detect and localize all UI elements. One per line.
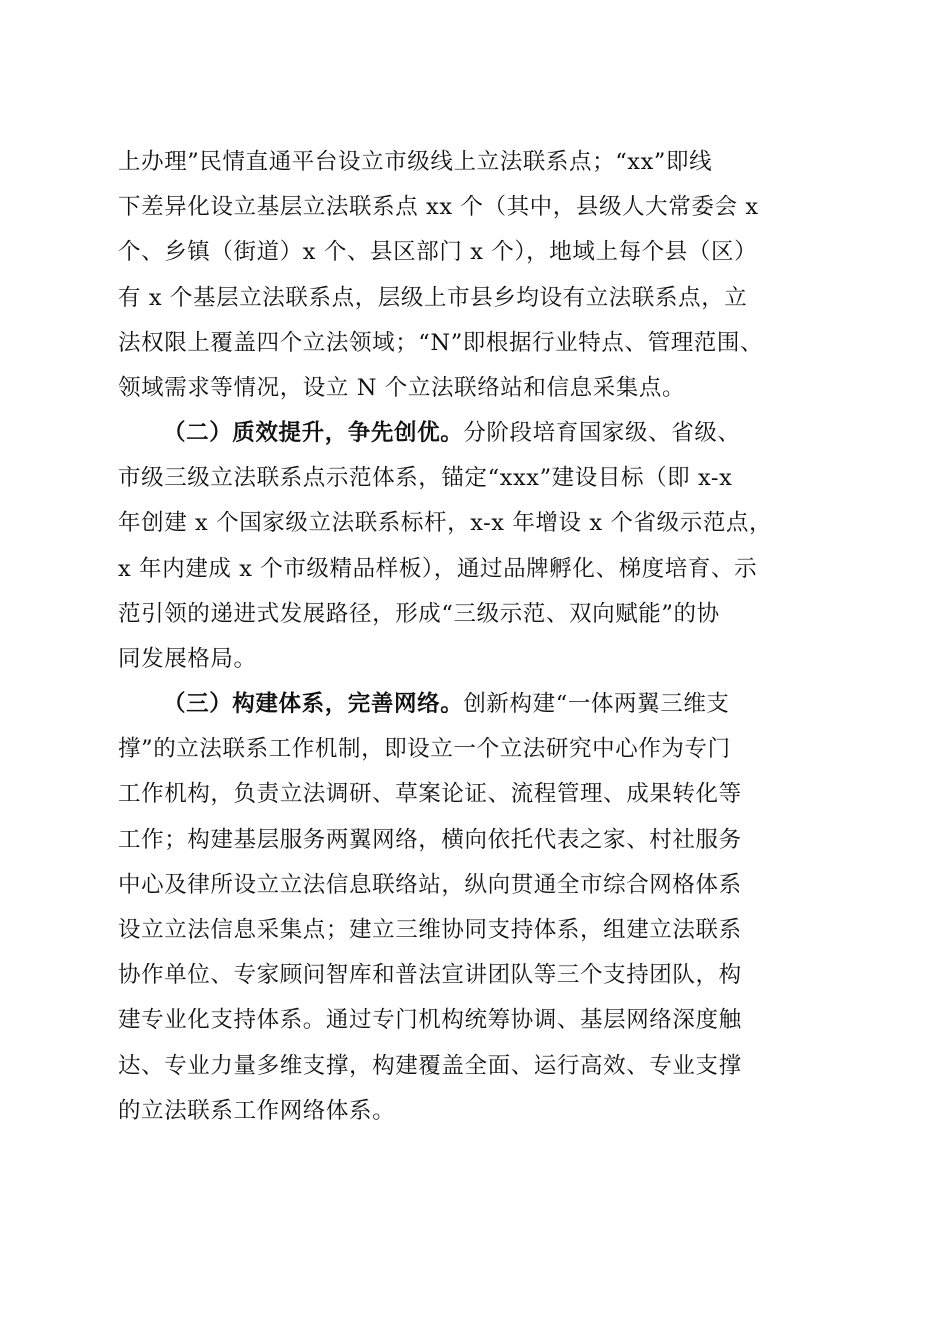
paragraph-1 (118, 140, 834, 411)
paragraph-2-line: 市级三级立法联系点示范体系，锚定“xxx”建设目标（即 x-x (118, 465, 733, 492)
paragraph-3-line: 工作机构，负责立法调研、草案论证、流程管理、成果转化等 (118, 781, 742, 808)
paragraph-1-line: 个、乡镇（街道）x 个、县区部门 x 个），地域上每个县（区） (118, 239, 758, 266)
paragraph-3-line: 撑”的立法联系工作机制，即设立一个立法研究中心作为专门 (118, 736, 731, 763)
paragraph-2-line: x 年内建成 x 个市级精品样板），通过品牌孵化、梯度培育、示 (118, 555, 758, 582)
paragraph-3-line: 协作单位、专家顾问智库和普法宣讲团队等三个支持团队，构 (118, 962, 742, 989)
paragraph-3-first-line-rest: 创新构建“一体两翼三维支 (463, 691, 730, 717)
paragraph-3-line: 中心及律所设立立法信息联络站，纵向贯通全市综合网格体系 (118, 871, 742, 898)
paragraph-3-line: 建专业化支持体系。通过专门机构统筹协调、基层网络深度触 (118, 1007, 742, 1034)
paragraph-2 (118, 411, 834, 682)
paragraph-2-line: 同发展格局。 (118, 645, 257, 672)
paragraph-3-first-line (118, 682, 834, 727)
paragraph-1-line: 法权限上覆盖四个立法领域；“N”即根据行业特点、管理范围、 (118, 329, 764, 356)
paragraph-2-first-line (118, 411, 834, 456)
paragraph-1-line: 领域需求等情况，设立 N 个立法联络站和信息采集点。 (118, 374, 686, 401)
paragraph-2-first-line-rest: 分阶段培育国家级、省级、 (463, 420, 741, 446)
paragraph-3-line: 工作；构建基层服务两翼网络，横向依托代表之家、村社服务 (118, 826, 742, 853)
paragraph-3 (118, 682, 834, 1134)
paragraph-3-line: 设立立法信息采集点；建立三维协同支持体系，组建立法联系 (118, 916, 742, 943)
paragraph-2-line: 范引领的递进式发展路径，形成“三级示范、双向赋能”的协 (118, 600, 720, 627)
paragraph-1-line: 有 x 个基层立法联系点，层级上市县乡均设有立法联系点，立 (118, 284, 748, 311)
paragraph-2-heading: （二）质效提升，争先创优。 (163, 420, 464, 446)
paragraph-1-line: 下差异化设立基层立法联系点 xx 个（其中，县级人大常委会 x (118, 194, 759, 221)
paragraph-2-line: 年创建 x 个国家级立法联系标杆，x-x 年增设 x 个省级示范点， (118, 510, 773, 537)
paragraph-3-line: 达、专业力量多维支撑，构建覆盖全面、运行高效、专业支撑 (118, 1052, 742, 1079)
paragraph-3-line: 的立法联系工作网络体系。 (118, 1097, 396, 1124)
paragraph-1-line: 上办理”民情直通平台设立市级线上立法联系点；“xx”即线 (118, 149, 713, 175)
paragraph-3-heading: （三）构建体系，完善网络。 (163, 691, 464, 717)
